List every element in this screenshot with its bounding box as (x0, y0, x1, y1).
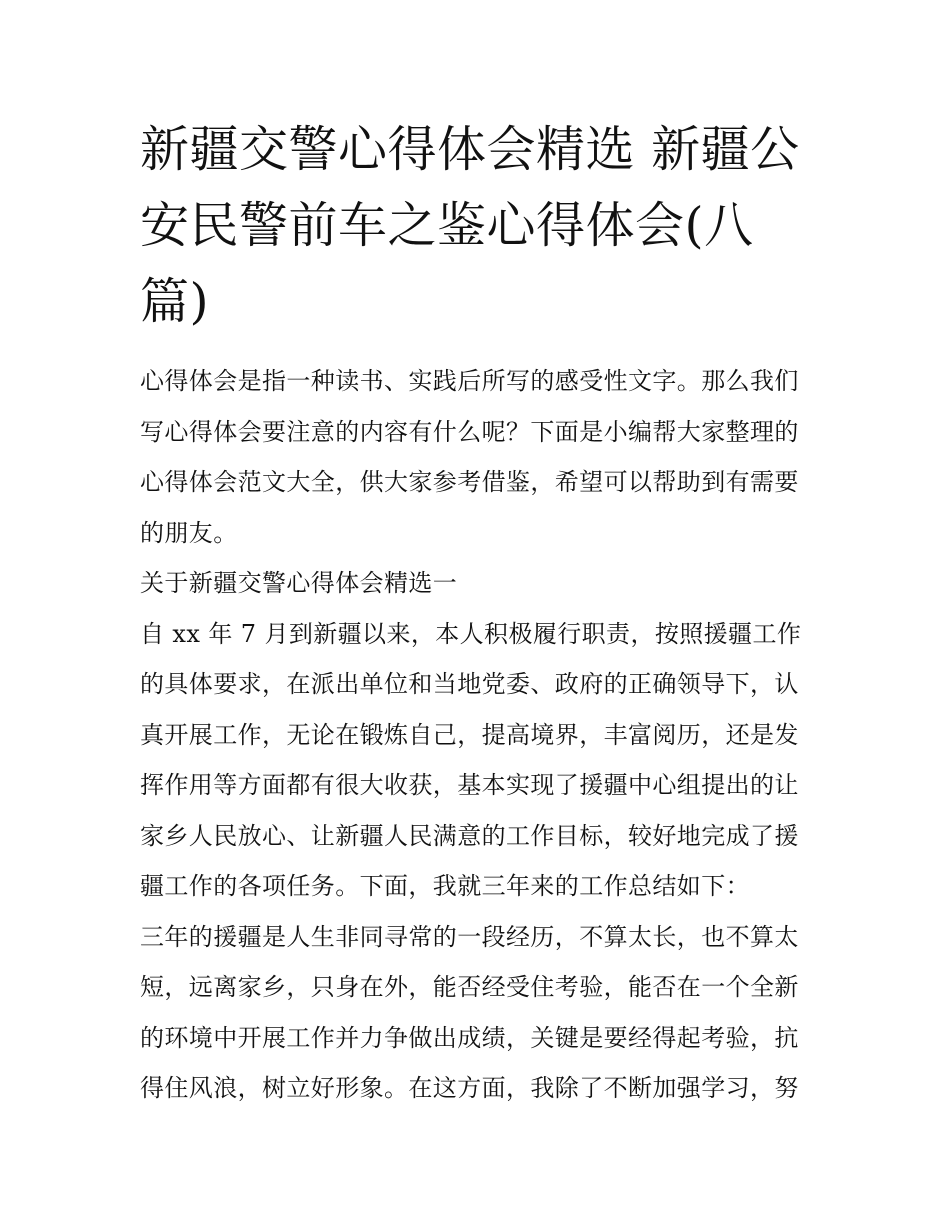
text-line: 的环境中开展工作并力争做出成绩，关键是要经得起考验，抗 (140, 1023, 799, 1052)
text-line: 心得体会范文大全，供大家参考借鉴，希望可以帮助到有需要 (140, 468, 799, 496)
document-body (140, 356, 812, 1114)
text-line: 写心得体会要注意的内容有什么呢？下面是小编帮大家整理的 (140, 417, 799, 446)
document-content (140, 112, 812, 1114)
paragraph-2 (140, 912, 812, 1114)
text-line: 得住风浪，树立好形象。在这方面，我除了不断加强学习，努 (140, 1074, 799, 1102)
text-line: 家乡人民放心、让新疆人民满意的工作目标，较好地完成了援 (140, 821, 799, 850)
document-title (140, 112, 812, 340)
intro-paragraph (140, 356, 812, 558)
text-line: 的具体要求，在派出单位和当地党委、政府的正确领导下，认 (140, 670, 799, 698)
title-line: 安民警前车之鉴心得体会(八 (140, 197, 754, 254)
text-line: 心得体会是指一种读书、实践后所写的感受性文字。那么我们 (140, 367, 799, 395)
text-line: 三年的援疆是人生非同寻常的一段经历，不算太长，也不算太 (140, 922, 799, 951)
title-line: 篇) (140, 273, 210, 330)
paragraph-1 (140, 609, 812, 912)
title-line: 新疆交警心得体会精选 新疆公 (140, 121, 800, 178)
text-line: 的朋友。 (140, 518, 238, 547)
text-line: 短，远离家乡，只身在外，能否经受住考验，能否在一个全新 (140, 973, 799, 1001)
text-line: 疆工作的各项任务。下面，我就三年来的工作总结如下： (140, 872, 750, 900)
text-line: 真开展工作，无论在锻炼自己，提高境界，丰富阅历，还是发 (140, 720, 799, 749)
section-heading: 关于新疆交警心得体会精选一 (140, 569, 458, 597)
text-line: 挥作用等方面都有很大收获，基本实现了援疆中心组提出的让 (140, 771, 799, 799)
text-line: 自 xx 年 7 月到新疆以来，本人积极履行职责，按照援疆工作 (140, 619, 802, 648)
